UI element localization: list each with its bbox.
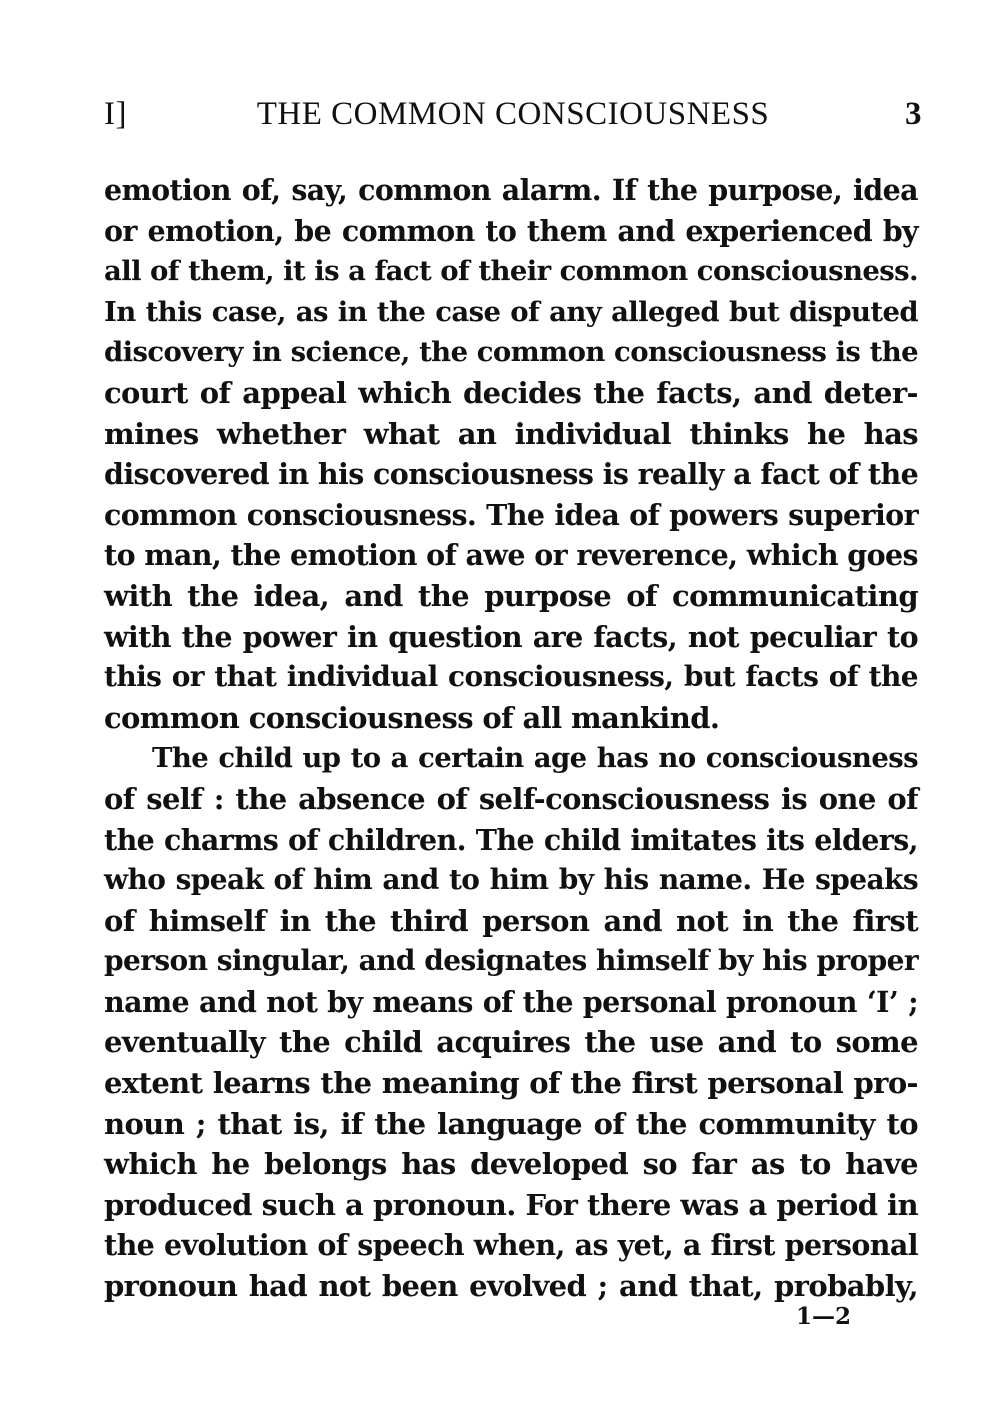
- text-line: person singular, and designates himself by his proper: [104, 944, 918, 978]
- text-line: with the idea, and the purpose of communicating: [104, 578, 918, 613]
- text-line: mines whether what an individual thinks he has: [104, 416, 918, 451]
- text-line: extent learns the meaning of the first personal pro-: [104, 1066, 918, 1101]
- text-line: In this case, as in the case of any alleged but disputed: [104, 295, 918, 328]
- text-line: emotion of, say, common alarm. If the purpose, idea: [104, 173, 918, 207]
- text-line: discovered in his consciousness is really a fact of the: [104, 457, 919, 492]
- text-line: with the power in question are facts, not peculiar to: [104, 619, 918, 654]
- running-head: [104, 96, 922, 140]
- text-line: which he belongs has developed so far as to have: [104, 1147, 918, 1182]
- running-title: THE COMMON CONSCIOUSNESS: [256, 96, 770, 132]
- text-line: common consciousness. The idea of powers superior: [104, 497, 918, 532]
- text-line: eventually the child acquires the use and to some: [104, 1025, 918, 1060]
- signature-mark: 1—2: [796, 1303, 852, 1330]
- text-line: to man, the emotion of awe or reverence, which goes: [104, 538, 918, 573]
- text-line: common consciousness of all mankind.: [104, 700, 720, 735]
- text-line: the charms of children. The child imitates its elders,: [104, 822, 918, 857]
- page-number: 3: [905, 96, 922, 132]
- text-line: all of them, it is a fact of their common consciousness.: [104, 255, 918, 288]
- text-line: court of appeal which decides the facts, and deter-: [104, 375, 918, 410]
- body-text: [104, 170, 918, 1307]
- text-line: this or that individual consciousness, but facts of the: [104, 660, 918, 694]
- text-line: of self : the absence of self-consciousness is one of: [104, 781, 918, 816]
- text-line: the evolution of speech when, as yet, a first personal: [104, 1228, 918, 1263]
- text-line: or emotion, be common to them and experienced by: [104, 213, 918, 248]
- text-line: produced such a pronoun. For there was a period in: [104, 1187, 918, 1222]
- text-line: noun ; that is, if the language of the community to: [104, 1106, 918, 1141]
- text-line: pronoun had not been evolved ; and that, probably,: [104, 1269, 918, 1304]
- text-line: who speak of him and to him by his name. He speaks: [104, 863, 918, 897]
- text-line: discovery in science, the common consciousness is the: [104, 336, 918, 369]
- chapter-number: I]: [104, 96, 127, 132]
- text-line: name and not by means of the personal pronoun ‘I’ ;: [104, 984, 918, 1019]
- text-line: The child up to a certain age has no consciousness: [152, 742, 918, 775]
- text-line: of himself in the third person and not in the first: [104, 903, 918, 938]
